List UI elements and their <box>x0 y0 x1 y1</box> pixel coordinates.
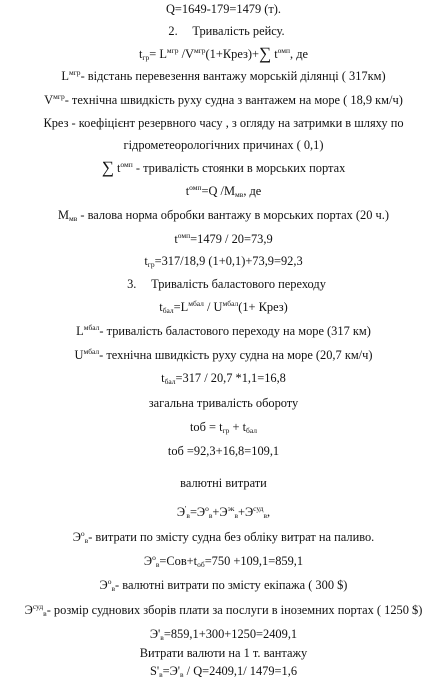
formula-ballast-time: $t_{бал}=L^{мбал} / U^{мбал}(1+$ Крез) <box>159 299 288 315</box>
calc-vessel-upkeep: $Э^о_в=Сов+t_{об}=750 +109,1=859,1$ <box>143 553 304 569</box>
def-sea-distance: $L^{мгр}-$ відстань перевезення вантажу морській ділянці ( 317км) <box>61 68 386 83</box>
def-vessel-upkeep: $Э^о_в-$ витрати по змісту судна без обліку витрат на паливо. <box>72 529 375 545</box>
formula-voyage-time: $t_{гр}= L^{мгр}$ $/V^{мгр}(1+Крез)+\sum$ $t^{омп}$, де <box>138 44 309 63</box>
calc-currency-costs: $Э'_в=859,1+300+1250=2409,1$ <box>149 627 298 642</box>
calc-ballast-time: $t_{бал}=317 / 20,7$ *1,1=16,8 <box>161 371 286 386</box>
heading-currency-costs: валютні витрати <box>180 476 267 490</box>
def-ballast-speed: $U^{мбал}-$ технічна швидкість руху судна на море (20,7 км/ч) <box>74 347 373 362</box>
line-cargo-volume: Q=1649-179=1479 (т). <box>165 2 282 16</box>
def-reserve-coefficient-cont: гідрометеорологічних причинах ( 0,1) <box>123 138 324 152</box>
heading-ballast-passage: 3. Тривалість баластового переходу <box>127 277 326 291</box>
formula-port-stay: $t^{омп}=Q$ $/M_{мв}$, де <box>185 183 262 199</box>
def-crew-costs: $Э^о_в-$ валютні витрати по змісту екіпажа ( 300 $) <box>99 577 348 593</box>
calc-port-stay: $t^{омп}=1479 / 20=73,9$ <box>174 231 273 246</box>
def-reserve-coefficient: Крез - коефіцієнт резервного часу , з огляду на затримки в шляху по <box>43 116 404 130</box>
calc-turnaround: tоб =92,3+16,8=109,1 <box>167 444 280 458</box>
calc-cost-per-ton: $S'_в=Э'_в / Q=2409,1/$ 1479=1,6 <box>149 664 298 679</box>
sigma-symbol: ∑ <box>258 44 272 63</box>
heading-cost-per-ton: Витрати валюти на 1 т. вантажу <box>139 646 308 660</box>
heading-turnaround: загальна тривалість обороту <box>148 396 299 410</box>
sigma-symbol: ∑ <box>101 158 114 177</box>
def-port-stay: ∑ $t^{омп}$ - тривалість стоянки в морських портах <box>101 158 346 177</box>
formula-currency-costs: $Э'_в=Э^о_в+Э^{эк}_в+Э^{суд}_в$, <box>176 504 271 520</box>
formula-turnaround: tоб = $t_{гр} + t_{бал}$ <box>189 420 257 435</box>
def-loaded-speed: $V^{мгр}-$ технічна швидкість руху судна з вантажем на море ( 18,9 км/ч) <box>44 92 403 107</box>
heading-voyage-duration: 2. Тривалість рейсу. <box>168 24 285 38</box>
def-port-dues: $Э^{суд}_в-$ розмір суднових зборів плати за послуги в іноземних портах ( 1250 $) <box>24 602 423 618</box>
def-ballast-distance: $L^{мбал}-$ тривалість баластового переходу на море (317 км) <box>76 323 371 338</box>
def-handling-rate: $М_{мв}$ - валова норма обробки вантажу в морських портах (20 ч.) <box>57 208 390 223</box>
calc-voyage-time: $t_{гр}=317/18,9$ (1+0,1)+73,9=92,3 <box>144 254 303 269</box>
